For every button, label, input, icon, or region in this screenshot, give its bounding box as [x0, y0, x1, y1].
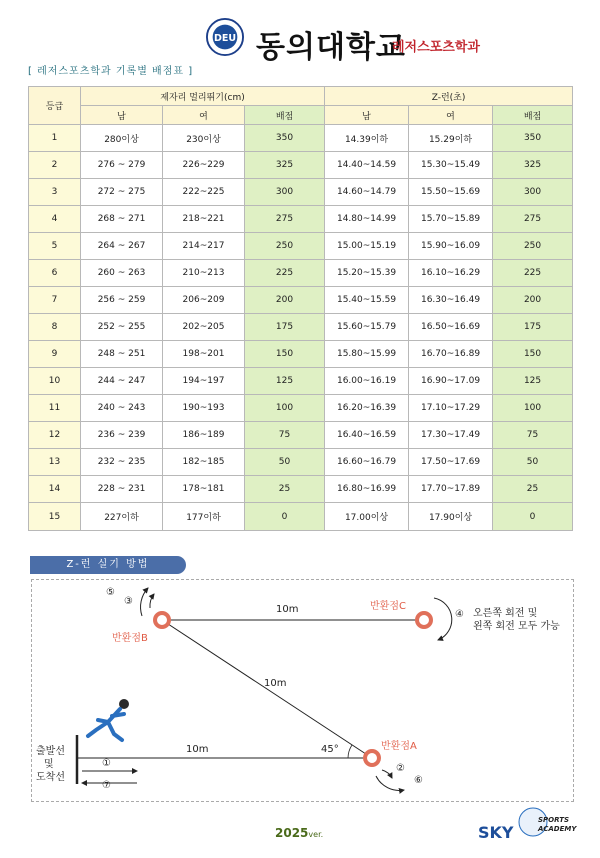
jump-points-cell: 50: [245, 449, 325, 476]
zrun-female-cell: 16.10~16.29: [409, 260, 493, 287]
rotation-arc-c-right: [434, 598, 452, 640]
page-header: [0, 10, 600, 65]
grade-cell: 7: [29, 287, 81, 314]
zrun-female-cell: 16.50~16.69: [409, 314, 493, 341]
zrun-points-cell: 300: [493, 179, 573, 206]
jump-male-cell: 240 ~ 243: [81, 395, 163, 422]
jump-points-cell: 200: [245, 287, 325, 314]
jump-female-cell: 194~197: [163, 368, 245, 395]
jump-points-cell: 300: [245, 179, 325, 206]
jump-female-cell: 226~229: [163, 152, 245, 179]
jump-points-cell: 100: [245, 395, 325, 422]
zrun-female-cell: 16.90~17.09: [409, 368, 493, 395]
zrun-points-cell: 100: [493, 395, 573, 422]
jump-points-cell: 75: [245, 422, 325, 449]
grade-cell: 15: [29, 503, 81, 531]
zrun-male-cell: 16.40~16.59: [325, 422, 409, 449]
zrun-male-header: 남: [325, 106, 409, 125]
table-row: [29, 260, 573, 287]
zrun-points-cell: 250: [493, 233, 573, 260]
zrun-points-header: 배점: [493, 106, 573, 125]
zrun-male-cell: 16.80~16.99: [325, 476, 409, 503]
zrun-points-cell: 125: [493, 368, 573, 395]
table-row: [29, 368, 573, 395]
grade-cell: 8: [29, 314, 81, 341]
jump-female-cell: 230이상: [163, 125, 245, 152]
zrun-female-cell: 15.90~16.09: [409, 233, 493, 260]
table-row: [29, 422, 573, 449]
grade-cell: 14: [29, 476, 81, 503]
zrun-points-cell: 150: [493, 341, 573, 368]
zrun-male-cell: 16.20~16.39: [325, 395, 409, 422]
zrun-points-cell: 0: [493, 503, 573, 531]
zrun-female-cell: 15.30~15.49: [409, 152, 493, 179]
table-row: [29, 503, 573, 531]
zrun-male-cell: 15.60~15.79: [325, 314, 409, 341]
jump-male-cell: 272 ~ 275: [81, 179, 163, 206]
step-1-label: ①: [102, 758, 111, 769]
zrun-female-header: 여: [409, 106, 493, 125]
logo-text: DEU: [213, 32, 237, 44]
jump-female-cell: 206~209: [163, 287, 245, 314]
zrun-male-cell: 14.80~14.99: [325, 206, 409, 233]
angle-arc: [348, 745, 352, 758]
zrun-female-cell: 17.10~17.29: [409, 395, 493, 422]
grade-cell: 13: [29, 449, 81, 476]
jump-male-cell: 256 ~ 259: [81, 287, 163, 314]
runner-icon: [88, 699, 129, 740]
table-row: [29, 476, 573, 503]
grade-cell: 6: [29, 260, 81, 287]
zrun-points-cell: 350: [493, 125, 573, 152]
table-row: [29, 233, 573, 260]
rotation-note-line-2: 왼쪽 회전 모두 가능: [473, 621, 560, 632]
jump-male-cell: 236 ~ 239: [81, 422, 163, 449]
score-table-body: [29, 125, 573, 531]
jump-female-cell: 198~201: [163, 341, 245, 368]
jump-points-cell: 0: [245, 503, 325, 531]
zrun-male-cell: 14.40~14.59: [325, 152, 409, 179]
jump-points-cell: 250: [245, 233, 325, 260]
grade-cell: 1: [29, 125, 81, 152]
table-row: [29, 152, 573, 179]
table-row: [29, 395, 573, 422]
turn-point-a-marker: [365, 751, 379, 765]
zrun-male-cell: 14.39이하: [325, 125, 409, 152]
zrun-female-cell: 17.70~17.89: [409, 476, 493, 503]
grade-cell: 5: [29, 233, 81, 260]
score-table: [28, 86, 573, 531]
zrun-male-cell: 14.60~14.79: [325, 179, 409, 206]
jump-male-cell: 260 ~ 263: [81, 260, 163, 287]
zrun-male-cell: 15.40~15.59: [325, 287, 409, 314]
jump-male-cell: 276 ~ 279: [81, 152, 163, 179]
version-suffix: ver.: [308, 830, 324, 839]
jump-female-cell: 178~181: [163, 476, 245, 503]
jump-female-header: 여: [163, 106, 245, 125]
rotation-arc-b-outer: [141, 588, 148, 616]
angle-label: 45°: [321, 744, 339, 755]
zrun-female-cell: 17.30~17.49: [409, 422, 493, 449]
turn-point-b-label: 반환점B: [112, 633, 148, 644]
zrun-points-cell: 200: [493, 287, 573, 314]
grade-cell: 9: [29, 341, 81, 368]
table-row: [29, 125, 573, 152]
zrun-female-cell: 16.30~16.49: [409, 287, 493, 314]
method-title: Z-런 실기 방법: [30, 556, 186, 574]
jump-male-cell: 227이하: [81, 503, 163, 531]
distance-bottom-label: 10m: [186, 744, 209, 755]
zrun-points-cell: 225: [493, 260, 573, 287]
jump-points-cell: 175: [245, 314, 325, 341]
turn-point-a-label: 반환점A: [381, 741, 417, 752]
course-line-diagonal: [162, 620, 372, 758]
turn-point-c-label: 반환점C: [370, 601, 406, 612]
zrun-male-cell: 16.00~16.19: [325, 368, 409, 395]
jump-points-cell: 25: [245, 476, 325, 503]
distance-diagonal-label: 10m: [264, 678, 287, 689]
jump-female-cell: 202~205: [163, 314, 245, 341]
start-line-label-1: 출발선: [36, 746, 65, 757]
jump-female-cell: 190~193: [163, 395, 245, 422]
table-row: [29, 449, 573, 476]
zrun-male-cell: 17.00이상: [325, 503, 409, 531]
table-row: [29, 179, 573, 206]
zrun-male-cell: 16.60~16.79: [325, 449, 409, 476]
grade-header: 등급: [29, 87, 81, 125]
jump-male-cell: 252 ~ 255: [81, 314, 163, 341]
zrun-points-cell: 75: [493, 422, 573, 449]
grade-cell: 11: [29, 395, 81, 422]
grade-cell: 2: [29, 152, 81, 179]
table-row: [29, 314, 573, 341]
zrun-female-cell: 17.50~17.69: [409, 449, 493, 476]
rotation-arc-a-inner: [382, 770, 392, 778]
zrun-female-cell: 17.90이상: [409, 503, 493, 531]
step-2-label: ②: [396, 763, 405, 774]
step-6-label: ⑥: [414, 775, 423, 786]
zrun-header: Z-런(초): [325, 87, 573, 106]
turn-point-b-marker: [155, 613, 169, 627]
section-title: [ 레저스포츠학과 기록별 배점표 ]: [28, 66, 194, 77]
brand-academy: ACADEMY: [538, 825, 577, 833]
version-year: 2025: [275, 826, 309, 840]
university-name: 동의대학교: [256, 30, 406, 65]
jump-points-cell: 150: [245, 341, 325, 368]
distance-top-label: 10m: [276, 604, 299, 615]
jump-female-cell: 222~225: [163, 179, 245, 206]
jump-male-cell: 232 ~ 235: [81, 449, 163, 476]
jump-points-cell: 325: [245, 152, 325, 179]
department-name: 레저스포츠학과: [392, 40, 480, 55]
zrun-female-cell: 15.29이하: [409, 125, 493, 152]
grade-cell: 4: [29, 206, 81, 233]
jump-male-cell: 280이상: [81, 125, 163, 152]
jump-female-cell: 182~185: [163, 449, 245, 476]
jump-male-cell: 244 ~ 247: [81, 368, 163, 395]
zrun-female-cell: 15.50~15.69: [409, 179, 493, 206]
zrun-diagram: [31, 579, 574, 802]
grade-cell: 3: [29, 179, 81, 206]
jump-header: 제자리 멀리뛰기(cm): [81, 87, 325, 106]
zrun-female-cell: 16.70~16.89: [409, 341, 493, 368]
jump-points-cell: 225: [245, 260, 325, 287]
table-row: [29, 341, 573, 368]
jump-female-cell: 210~213: [163, 260, 245, 287]
jump-female-cell: 218~221: [163, 206, 245, 233]
start-line-label-2: 및: [44, 759, 54, 770]
zrun-points-cell: 275: [493, 206, 573, 233]
zrun-male-cell: 15.80~15.99: [325, 341, 409, 368]
start-line-label-3: 도착선: [36, 772, 65, 783]
table-row: [29, 206, 573, 233]
rotation-arc-a-outer: [376, 776, 404, 790]
jump-points-header: 배점: [245, 106, 325, 125]
jump-male-cell: 248 ~ 251: [81, 341, 163, 368]
grade-cell: 12: [29, 422, 81, 449]
jump-points-cell: 125: [245, 368, 325, 395]
step-4-label: ④: [455, 609, 464, 620]
jump-male-header: 남: [81, 106, 163, 125]
zrun-points-cell: 25: [493, 476, 573, 503]
zrun-male-cell: 15.00~15.19: [325, 233, 409, 260]
rotation-arc-b-inner: [150, 594, 154, 608]
brand-sports: SPORTS: [538, 816, 570, 824]
jump-points-cell: 275: [245, 206, 325, 233]
brand-sky: SKY: [478, 823, 514, 842]
jump-male-cell: 264 ~ 267: [81, 233, 163, 260]
zrun-points-cell: 325: [493, 152, 573, 179]
turn-point-c-marker: [417, 613, 431, 627]
grade-cell: 10: [29, 368, 81, 395]
zrun-points-cell: 50: [493, 449, 573, 476]
jump-female-cell: 214~217: [163, 233, 245, 260]
version-label: [275, 826, 323, 840]
jump-male-cell: 228 ~ 231: [81, 476, 163, 503]
zrun-male-cell: 15.20~15.39: [325, 260, 409, 287]
sky-sports-academy-logo-icon: [478, 806, 578, 844]
zrun-points-cell: 175: [493, 314, 573, 341]
step-7-label: ⑦: [102, 780, 111, 791]
step-5-label: ⑤: [106, 587, 115, 598]
zrun-female-cell: 15.70~15.89: [409, 206, 493, 233]
jump-male-cell: 268 ~ 271: [81, 206, 163, 233]
jump-female-cell: 186~189: [163, 422, 245, 449]
jump-female-cell: 177이하: [163, 503, 245, 531]
university-logo-icon: [206, 18, 244, 56]
rotation-note-line-1: 오른쪽 회전 및: [473, 608, 538, 619]
step-3-label: ③: [124, 596, 133, 607]
table-row: [29, 287, 573, 314]
jump-points-cell: 350: [245, 125, 325, 152]
